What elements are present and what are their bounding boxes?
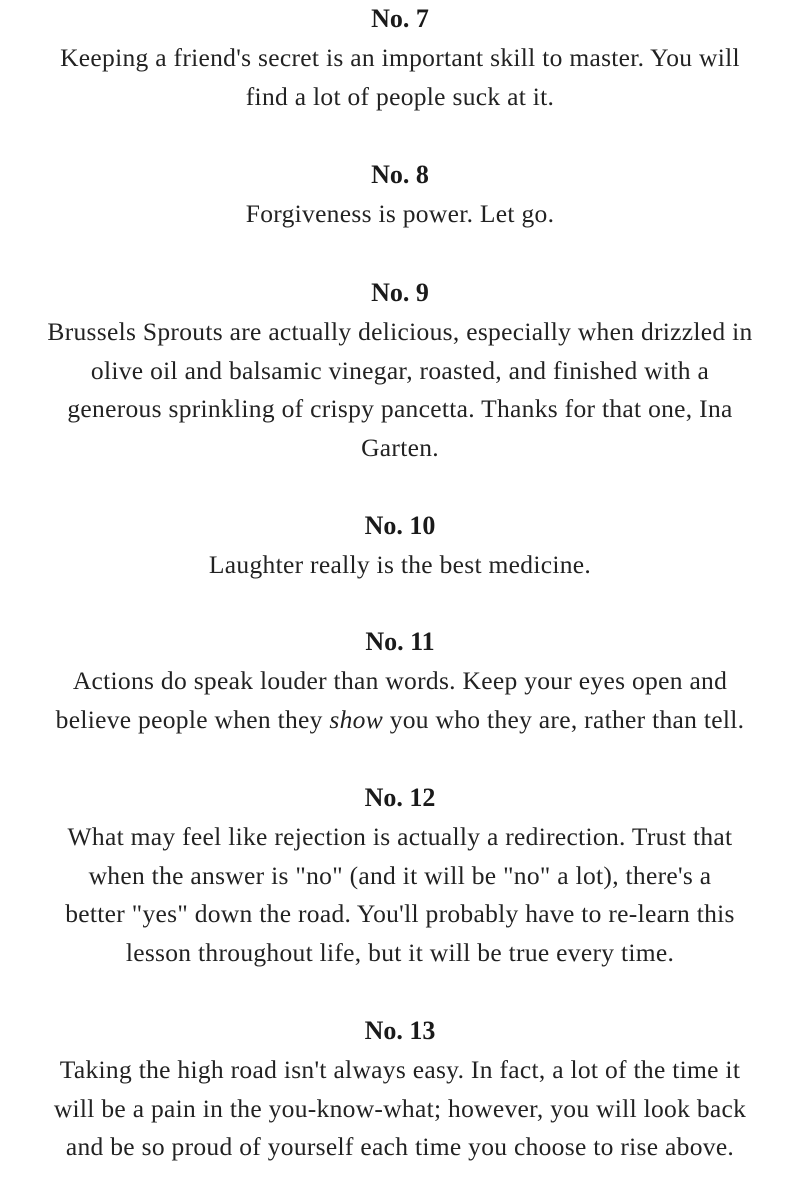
item-number: No. 11 — [365, 627, 435, 656]
item-text — [10, 313, 790, 467]
text-segment: believe people when they — [55, 704, 330, 734]
text-line: olive oil and balsamic vinegar, roasted, and finished with a — [90, 355, 710, 385]
text-line: Actions do speak louder than words. Keep your eyes open and — [72, 666, 728, 695]
text-line: Forgiveness is power. Let go. — [245, 199, 555, 228]
text-line — [10, 701, 790, 740]
item-12 — [0, 783, 800, 972]
item-7 — [0, 4, 800, 116]
item-8 — [0, 160, 800, 234]
item-10 — [0, 511, 800, 585]
item-text — [10, 39, 790, 116]
text-line: and be so proud of yourself each time you choose to rise above. — [65, 1132, 735, 1161]
item-text — [10, 546, 790, 585]
item-11 — [0, 627, 800, 739]
text-line: Keeping a friend's secret is an important skill to master. You will — [60, 43, 740, 72]
text-line: Garten. — [361, 432, 439, 462]
item-text — [10, 1051, 790, 1167]
text-line: generous sprinkling of crispy pancetta. Thanks for that one, Ina — [67, 394, 733, 423]
item-number: No. 10 — [364, 511, 436, 540]
text-line: Taking the high road isn't always easy. In fact, a lot of the time it — [59, 1055, 741, 1084]
item-number: No. 8 — [371, 160, 429, 189]
text-line: when the answer is "no" (and it will be "no" a lot), there's a — [88, 860, 712, 890]
item-number: No. 9 — [371, 278, 429, 307]
emphasis-text: show — [329, 704, 384, 734]
item-13 — [0, 1016, 800, 1167]
item-text — [10, 662, 790, 739]
text-line: find a lot of people suck at it. — [245, 81, 555, 111]
text-line: will be a pain in the you-know-what; however, you will look back — [53, 1093, 747, 1123]
item-number: No. 7 — [371, 4, 429, 33]
text-segment: you who they are, rather than tell. — [383, 704, 745, 734]
text-line: lesson throughout life, but it will be true every time. — [125, 937, 675, 967]
text-line: What may feel like rejection is actually a redirection. Trust that — [67, 822, 733, 851]
item-number: No. 12 — [364, 783, 436, 812]
item-9 — [0, 278, 800, 467]
item-number: No. 13 — [364, 1016, 436, 1045]
text-line: Brussels Sprouts are actually delicious, especially when drizzled in — [47, 317, 753, 346]
item-text — [10, 195, 790, 234]
text-line: Laughter really is the best medicine. — [208, 550, 592, 579]
text-line: better "yes" down the road. You'll probably have to re-learn this — [65, 899, 735, 928]
item-text — [10, 818, 790, 972]
